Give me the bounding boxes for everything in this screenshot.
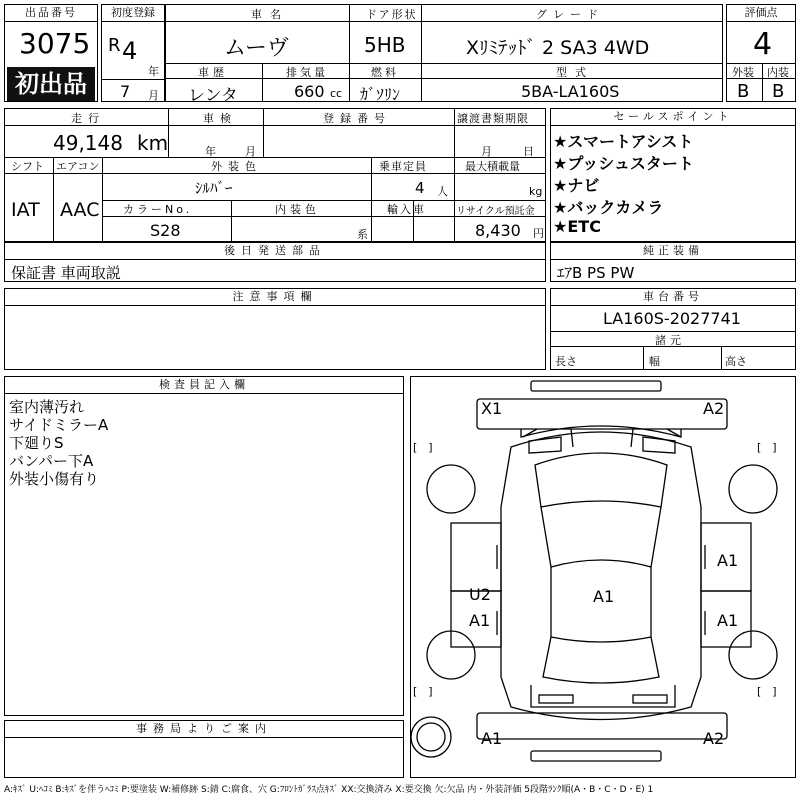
inspection-label: 車検	[203, 112, 237, 125]
mark-a1-bottom-left: A1	[481, 729, 503, 748]
first-reg-box	[101, 4, 165, 102]
history-value: レンタ	[188, 86, 238, 106]
reg-year-unit: 年	[148, 65, 159, 78]
lot-label: 出品番号	[5, 5, 97, 22]
damage-diagram	[410, 376, 796, 778]
reg-month-unit: 月	[148, 89, 159, 102]
mark-a1-roof: A1	[593, 587, 615, 606]
score-value: 4	[753, 27, 773, 62]
inspection-month-unit: 月	[245, 145, 256, 158]
reg-year: 4	[122, 37, 138, 65]
recycle-value: 8,430	[475, 221, 521, 240]
ext-color-value: ｼﾙﾊﾞｰ	[195, 179, 233, 197]
mark-u2: U2	[469, 585, 491, 604]
mark-a2-bottom: A2	[703, 729, 725, 748]
lot-box	[4, 4, 98, 102]
inspector-label: 検査員記入欄	[5, 377, 403, 394]
era: R	[108, 35, 121, 56]
dims-label: 諸元	[655, 334, 685, 347]
shift-value: IAT	[11, 199, 40, 221]
displacement-label: 排気量	[286, 66, 328, 79]
mileage-unit: km	[137, 131, 169, 155]
bracket-left-upper: [ ]	[413, 441, 433, 454]
inspector-line: バンパー下A	[9, 452, 94, 470]
office-box	[4, 720, 404, 778]
ext-grade-label: 外装	[732, 66, 754, 79]
capacity-label: 乗車定員	[379, 160, 427, 173]
aircon-label: エアコン	[56, 160, 100, 173]
color-no-label: カラーNo.	[123, 203, 193, 216]
first-reg-label: 初度登録	[102, 5, 164, 22]
score-label: 評価点	[727, 5, 795, 22]
fuel-label: 燃料	[371, 66, 399, 79]
office-label: 事務局よりご案内	[5, 721, 403, 738]
sales-points-label: セールスポイント	[551, 109, 795, 126]
mileage-label: 走行	[71, 112, 105, 125]
first-listing-badge: 初出品	[7, 67, 95, 101]
model-code-value: 5BA-LA160S	[521, 82, 620, 101]
score-box	[726, 4, 796, 102]
mark-a1-right-lower: A1	[717, 611, 739, 630]
equipment-box	[550, 242, 796, 282]
details-box	[4, 108, 546, 242]
int-color-label: 内装色	[275, 203, 320, 216]
car-name-value: ムーヴ	[224, 36, 289, 61]
inspection-year-unit: 年	[205, 145, 216, 158]
later-parts-value: 保証書 車両取説	[11, 264, 121, 282]
sales-point-item: ★バックカメラ	[553, 198, 664, 217]
reg-month: 7	[120, 82, 131, 101]
inspector-box	[4, 376, 404, 716]
color-no-value: S28	[150, 221, 181, 240]
legend: A:ｷｽﾞ U:ﾍｺﾐ B:ｷｽﾞを伴うﾍｺﾐ P:要塗装 W:補修跡 S:錆 C:腐食、穴 G:ﾌﾛﾝﾄｶﾞﾗｽ点ｷｽﾞ XX:交換済み X:要交換 欠:欠品 内・外装評価 5段階ﾗﾝｸ順(A・B・C・D・E) 1	[4, 785, 654, 795]
car-outline	[411, 377, 795, 777]
later-parts-label: 後日発送部品	[5, 243, 545, 260]
sales-point-item: ★スマートアシスト	[553, 132, 694, 151]
dims-height: 高さ	[725, 355, 747, 368]
displacement-unit: cc	[330, 87, 343, 100]
dims-length: 長さ	[555, 355, 577, 368]
inspector-line: 室内薄汚れ	[9, 398, 85, 416]
sales-point-item: ★プッシュスタート	[553, 154, 694, 173]
chassis-value: LA160S-2027741	[603, 309, 741, 328]
shift-label: シフト	[11, 160, 44, 173]
import-label: 輸入車	[387, 203, 426, 216]
door-value: 5HB	[364, 33, 406, 57]
transfer-deadline-label: 譲渡書類期限	[457, 112, 529, 125]
bracket-right-lower: [ ]	[757, 685, 777, 698]
aircon-value: AAC	[60, 199, 100, 221]
inspector-line: 下廻りS	[9, 434, 64, 452]
max-load-label: 最大積載量	[465, 160, 520, 173]
equipment-value: ｴｱB PS PW	[557, 264, 635, 282]
deadline-month-unit: 月	[481, 145, 492, 158]
equipment-label: 純正装備	[551, 243, 795, 260]
notes-label: 注意事項欄	[5, 289, 545, 306]
grade-label: グレード	[536, 8, 604, 21]
mileage-value: 49,148	[53, 131, 123, 155]
deadline-day-unit: 日	[523, 145, 534, 158]
history-label: 車歴	[198, 66, 228, 79]
sales-points-box	[550, 108, 796, 242]
max-load-unit: kg	[529, 185, 543, 198]
recycle-unit: 円	[533, 227, 544, 240]
recycle-label: リサイクル預託金	[456, 206, 535, 217]
inspector-line: 外装小傷有り	[9, 470, 100, 488]
fuel-value: ｶﾞｿﾘﾝ	[360, 85, 401, 104]
capacity-value: 4	[415, 179, 425, 197]
bracket-left-lower: [ ]	[413, 685, 433, 698]
mark-a1-left: A1	[469, 611, 491, 630]
ext-color-label: 外装色	[211, 160, 262, 173]
mark-x1: X1	[481, 399, 503, 418]
notes-box	[4, 288, 546, 370]
inspector-line: サイドミラーA	[9, 416, 109, 434]
ext-grade-value: B	[737, 81, 750, 102]
reg-no-label: 登録番号	[323, 112, 391, 125]
bracket-right-upper: [ ]	[757, 441, 777, 454]
chassis-label: 車台番号	[551, 289, 795, 306]
door-label: ドア形状	[366, 8, 418, 21]
car-info-box	[165, 4, 723, 106]
sales-point-item: ★ETC	[553, 217, 601, 236]
capacity-unit: 人	[437, 185, 448, 198]
mark-a1-right-upper: A1	[717, 551, 739, 570]
car-name-label: 車名	[251, 8, 289, 21]
int-grade-value: B	[772, 81, 785, 102]
model-code-label: 型式	[556, 66, 594, 79]
grade-value: Xﾘﾐﾃｯﾄﾞ 2 SA3 4WD	[466, 37, 650, 59]
mark-a2-top: A2	[703, 399, 725, 418]
int-grade-label: 内装	[767, 66, 789, 79]
dims-width: 幅	[649, 355, 660, 368]
chassis-box	[550, 288, 796, 370]
int-color-unit: 系	[357, 228, 368, 241]
lot-number: 3075	[19, 27, 91, 60]
sales-point-item: ★ナビ	[553, 176, 600, 195]
displacement-value: 660	[294, 82, 325, 101]
later-parts-box	[4, 242, 546, 282]
